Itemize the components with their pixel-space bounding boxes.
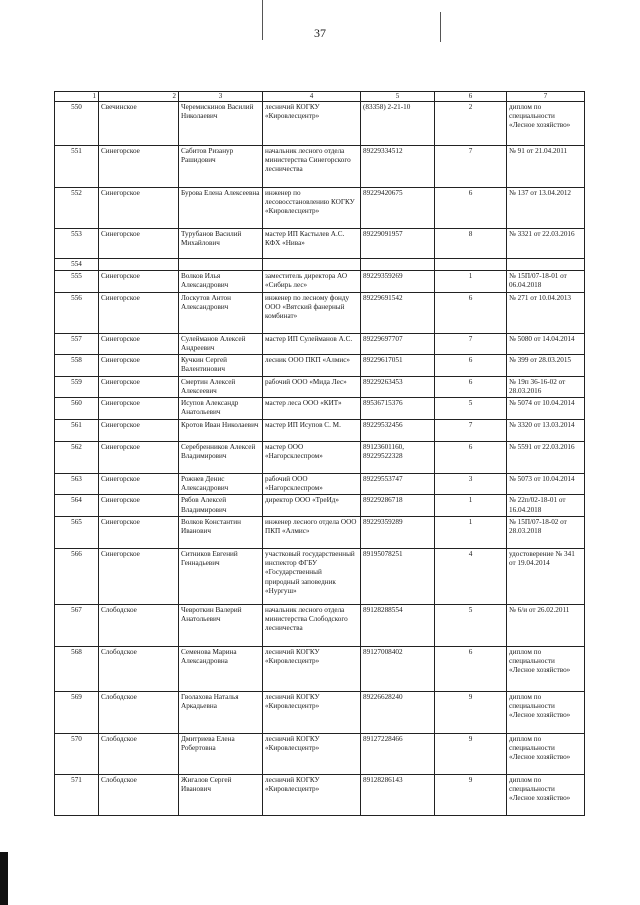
district-cell: Синегорское	[99, 376, 179, 397]
row-number: 564	[55, 495, 99, 516]
name-cell: Волков Константин Иванович	[179, 516, 263, 548]
table-row	[55, 292, 585, 333]
document-cell: № 22п/02-18-01 от 16.04.2018	[507, 495, 585, 516]
name-cell: Лоскутов Антон Александрович	[179, 292, 263, 333]
experience-cell: 2	[435, 102, 507, 146]
register-table	[54, 91, 585, 816]
name-cell: Чевроткин Валерий Анатольевич	[179, 604, 263, 646]
document-cell	[507, 259, 585, 271]
document-cell: диплом по специальности «Лесное хозяйство»	[507, 774, 585, 815]
position-cell: рабочий ООО «Нагорсклеспром»	[263, 473, 361, 494]
experience-cell: 5	[435, 397, 507, 419]
phone-cell: 89128288554	[361, 604, 435, 646]
phone-cell: 89229286718	[361, 495, 435, 516]
table-row	[55, 441, 585, 473]
district-cell: Синегорское	[99, 355, 179, 376]
position-cell: начальник лесного отдела министерства Слободского лесничества	[263, 604, 361, 646]
table-row	[55, 146, 585, 188]
position-cell: лесничий КОГКУ «Кировлесцентр»	[263, 646, 361, 691]
phone-cell: 89226628240	[361, 691, 435, 733]
experience-cell: 4	[435, 548, 507, 604]
experience-cell: 1	[435, 271, 507, 292]
experience-cell: 6	[435, 646, 507, 691]
document-cell: № 19п 36-16-02 от 28.03.2016	[507, 376, 585, 397]
experience-cell: 7	[435, 333, 507, 354]
header-col-3: 3	[179, 92, 263, 102]
experience-cell: 8	[435, 229, 507, 259]
experience-cell	[435, 259, 507, 271]
district-cell: Синегорское	[99, 397, 179, 419]
name-cell: Гволахова Наталья Аркадьевна	[179, 691, 263, 733]
position-cell	[263, 259, 361, 271]
experience-cell: 9	[435, 733, 507, 774]
row-number: 552	[55, 188, 99, 229]
experience-cell: 9	[435, 691, 507, 733]
position-cell: директор ООО «ТреИд»	[263, 495, 361, 516]
name-cell: Дмитриева Елена Робертовна	[179, 733, 263, 774]
table-row	[55, 691, 585, 733]
document-cell: № 5080 от 14.04.2014	[507, 333, 585, 354]
row-number: 570	[55, 733, 99, 774]
table-row	[55, 102, 585, 146]
row-number: 560	[55, 397, 99, 419]
document-cell: № 5074 от 10.04.2014	[507, 397, 585, 419]
page-number: 37	[314, 26, 326, 40]
phone-cell: 89127008402	[361, 646, 435, 691]
district-cell: Синегорское	[99, 292, 179, 333]
document-cell: № 3320 от 13.03.2014	[507, 419, 585, 441]
table-row	[55, 548, 585, 604]
experience-cell: 1	[435, 495, 507, 516]
document-cell: удостоверение № 341 от 19.04.2014	[507, 548, 585, 604]
document-cell: № 6/и от 26.02.2011	[507, 604, 585, 646]
name-cell: Рожнев Денис Александрович	[179, 473, 263, 494]
phone-cell: 89229359269	[361, 271, 435, 292]
row-number: 559	[55, 376, 99, 397]
position-cell: мастер ИП Исупов С. М.	[263, 419, 361, 441]
phone-cell: 89195078251	[361, 548, 435, 604]
header-col-4: 4	[263, 92, 361, 102]
row-number: 569	[55, 691, 99, 733]
district-cell: Синегорское	[99, 441, 179, 473]
name-cell: Черемискинов Василий Николаевич	[179, 102, 263, 146]
position-cell: мастер ИП Сулейманов А.С.	[263, 333, 361, 354]
phone-cell: 89127228466	[361, 733, 435, 774]
row-number: 561	[55, 419, 99, 441]
row-number: 566	[55, 548, 99, 604]
document-cell: диплом по специальности «Лесное хозяйство»	[507, 102, 585, 146]
position-cell: лесничий КОГКУ «Кировлесцентр»	[263, 774, 361, 815]
district-cell: Синегорское	[99, 188, 179, 229]
table-row	[55, 333, 585, 354]
document-cell: № 137 от 13.04.2012	[507, 188, 585, 229]
experience-cell: 7	[435, 146, 507, 188]
position-cell: инженер лесного отдела ООО ПКП «Алмис»	[263, 516, 361, 548]
district-cell: Слободское	[99, 604, 179, 646]
name-cell: Кротов Иван Николаевич	[179, 419, 263, 441]
document-cell: № 15П/07-18-01 от 06.04.2018	[507, 271, 585, 292]
experience-cell: 1	[435, 516, 507, 548]
district-cell: Свечинское	[99, 102, 179, 146]
experience-cell: 6	[435, 441, 507, 473]
name-cell	[179, 259, 263, 271]
name-cell: Жигалов Сергей Иванович	[179, 774, 263, 815]
document-cell: диплом по специальности «Лесное хозяйство»	[507, 733, 585, 774]
name-cell: Серебренников Алексей Владимирович	[179, 441, 263, 473]
document-cell: № 271 от 10.04.2013	[507, 292, 585, 333]
table-row	[55, 604, 585, 646]
scan-edge-bar	[0, 852, 8, 905]
position-cell: рабочий ООО «Мида Лес»	[263, 376, 361, 397]
district-cell: Синегорское	[99, 333, 179, 354]
header-col-7: 7	[507, 92, 585, 102]
position-cell: лесник ООО ПКП «Алмис»	[263, 355, 361, 376]
header-col-5: 5	[361, 92, 435, 102]
table-row	[55, 355, 585, 376]
position-cell: лесничий КОГКУ «Кировлесцентр»	[263, 691, 361, 733]
experience-cell: 6	[435, 376, 507, 397]
name-cell: Смертин Алексей Алексеевич	[179, 376, 263, 397]
position-cell: заместитель директора АО «Сибирь лес»	[263, 271, 361, 292]
row-number: 563	[55, 473, 99, 494]
district-cell: Синегорское	[99, 271, 179, 292]
position-cell: инженер по лесовосстановлению КОГКУ «Кировлесцентр»	[263, 188, 361, 229]
row-number: 558	[55, 355, 99, 376]
phone-cell: 89229263453	[361, 376, 435, 397]
position-cell: мастер ИП Кастылев А.С. КФХ «Нива»	[263, 229, 361, 259]
experience-cell: 7	[435, 419, 507, 441]
table-row	[55, 376, 585, 397]
document-cell: № 15П/07-18-02 от 28.03.2018	[507, 516, 585, 548]
row-number: 565	[55, 516, 99, 548]
district-cell: Синегорское	[99, 548, 179, 604]
position-cell: мастер ООО «Нагорсклеспром»	[263, 441, 361, 473]
district-cell: Слободское	[99, 646, 179, 691]
phone-cell: 89128286143	[361, 774, 435, 815]
row-number: 567	[55, 604, 99, 646]
position-cell: лесничий КОГКУ «Кировлесцентр»	[263, 102, 361, 146]
scan-mark-right	[440, 12, 441, 42]
name-cell: Ситников Евгений Геннадьевич	[179, 548, 263, 604]
table-row	[55, 259, 585, 271]
position-cell: лесничий КОГКУ «Кировлесцентр»	[263, 733, 361, 774]
table-row	[55, 188, 585, 229]
phone-cell: 89229359289	[361, 516, 435, 548]
name-cell: Бурова Елена Алексеевна	[179, 188, 263, 229]
table-row	[55, 229, 585, 259]
table-row	[55, 271, 585, 292]
experience-cell: 6	[435, 292, 507, 333]
row-number: 557	[55, 333, 99, 354]
row-number: 555	[55, 271, 99, 292]
position-cell: начальник лесного отдела министерства Синегорского лесничества	[263, 146, 361, 188]
row-number: 571	[55, 774, 99, 815]
district-cell: Синегорское	[99, 495, 179, 516]
table-row	[55, 495, 585, 516]
header-col-6: 6	[435, 92, 507, 102]
phone-cell: 89229091957	[361, 229, 435, 259]
phone-cell: 89229697707	[361, 333, 435, 354]
experience-cell: 5	[435, 604, 507, 646]
name-cell: Рябов Алексей Владимирович	[179, 495, 263, 516]
document-cell: № 399 от 28.03.2015	[507, 355, 585, 376]
position-cell: инженер по лесному фонду ООО «Вятский фанерный комбинат»	[263, 292, 361, 333]
table-row	[55, 774, 585, 815]
district-cell: Синегорское	[99, 473, 179, 494]
experience-cell: 6	[435, 188, 507, 229]
name-cell: Исупов Александр Анатольевич	[179, 397, 263, 419]
phone-cell: 89229334512	[361, 146, 435, 188]
phone-cell: 89229420675	[361, 188, 435, 229]
row-number: 554	[55, 259, 99, 271]
district-cell: Синегорское	[99, 516, 179, 548]
scan-mark-top	[262, 0, 263, 40]
document-cell: № 3321 от 22.03.2016	[507, 229, 585, 259]
row-number: 550	[55, 102, 99, 146]
name-cell: Волков Илья Александрович	[179, 271, 263, 292]
document-cell: № 5073 от 10.04.2014	[507, 473, 585, 494]
table-row	[55, 397, 585, 419]
document-cell: № 91 от 21.04.2011	[507, 146, 585, 188]
table-row	[55, 733, 585, 774]
table-row	[55, 419, 585, 441]
table-header-row	[55, 92, 585, 102]
district-cell: Слободское	[99, 774, 179, 815]
district-cell: Слободское	[99, 733, 179, 774]
phone-cell	[361, 259, 435, 271]
document-cell: диплом по специальности «Лесное хозяйство»	[507, 646, 585, 691]
experience-cell: 3	[435, 473, 507, 494]
row-number: 551	[55, 146, 99, 188]
document-cell: диплом по специальности «Лесное хозяйство»	[507, 691, 585, 733]
experience-cell: 9	[435, 774, 507, 815]
row-number: 553	[55, 229, 99, 259]
district-cell: Синегорское	[99, 229, 179, 259]
document-cell: № 5591 от 22.03.2016	[507, 441, 585, 473]
name-cell: Кучкин Сергей Валентинович	[179, 355, 263, 376]
district-cell: Слободское	[99, 691, 179, 733]
name-cell: Сабитов Ризанур Рашидович	[179, 146, 263, 188]
name-cell: Семенова Марина Александровна	[179, 646, 263, 691]
header-col-1: 1	[55, 92, 99, 102]
table-row	[55, 473, 585, 494]
experience-cell: 6	[435, 355, 507, 376]
phone-cell: 89229553747	[361, 473, 435, 494]
phone-cell: 89536715376	[361, 397, 435, 419]
phone-cell: 89123601160, 89229522328	[361, 441, 435, 473]
phone-cell: 89229532456	[361, 419, 435, 441]
phone-cell: 89229617051	[361, 355, 435, 376]
district-cell: Синегорское	[99, 146, 179, 188]
name-cell: Сулейманов Алексей Андреевич	[179, 333, 263, 354]
district-cell	[99, 259, 179, 271]
table-row	[55, 646, 585, 691]
position-cell: участковый государственный инспектор ФГБУ «Государственный природный заповедник «Нургуш»	[263, 548, 361, 604]
district-cell: Синегорское	[99, 419, 179, 441]
phone-cell: (83358) 2-21-10	[361, 102, 435, 146]
table-row	[55, 516, 585, 548]
name-cell: Турубанов Василий Михайлович	[179, 229, 263, 259]
row-number: 568	[55, 646, 99, 691]
position-cell: мастер леса ООО «КИТ»	[263, 397, 361, 419]
header-col-2: 2	[99, 92, 179, 102]
phone-cell: 89229691542	[361, 292, 435, 333]
row-number: 562	[55, 441, 99, 473]
row-number: 556	[55, 292, 99, 333]
